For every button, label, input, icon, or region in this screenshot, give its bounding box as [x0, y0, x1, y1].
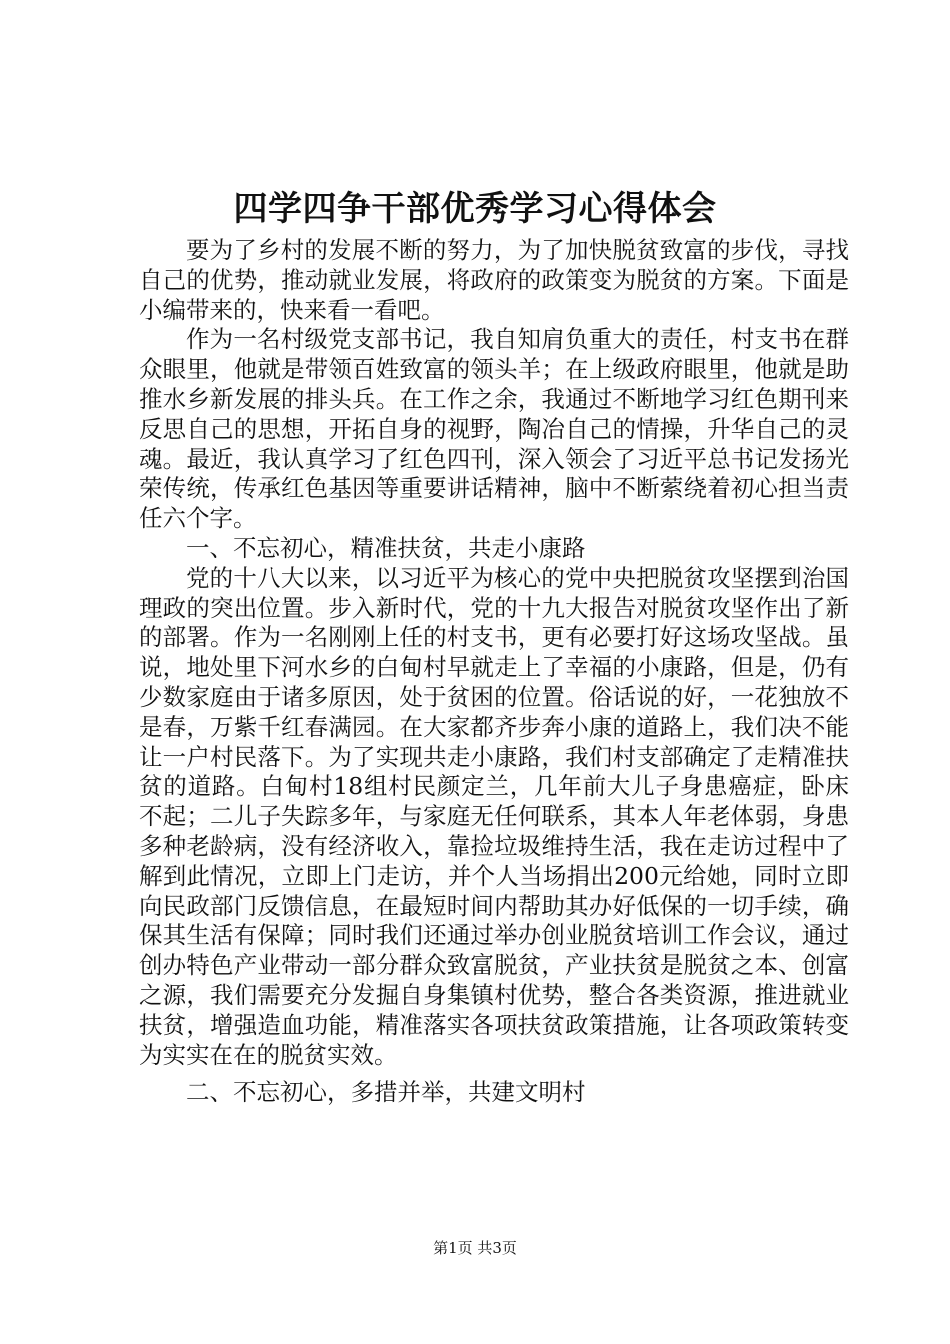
document-body [139, 236, 849, 1108]
paragraph-section-1: 党的十八大以来，以习近平为核心的党中央把脱贫攻坚摆到治国理政的突出位置。步入新时代，党的十九大报告对脱贫攻坚作出了新的部署。作为一名刚刚上任的村支书，更有必要打好这场攻坚战。虽说，地处里下河水乡的白甸村早就走上了幸福的小康路，但是，仍有少数家庭由于诸多原因，处于贫困的位置。俗话说的好，一花独放不是春，万紫千红春满园。在大家都齐步奔小康的道路上，我们决不能让一户村民落下。为了实现共走小康路，我们村支部确定了走精准扶贫的道路。白甸村18组村民颜定兰，几年前大儿子身患癌症，卧床不起；二儿子失踪多年，与家庭无任何联系，其本人年老体弱，身患多种老龄病，没有经济收入，靠捡垃圾维持生活，我在走访过程中了解到此情况，立即上门走访，并个人当场捐出200元给她，同时立即向民政部门反馈信息，在最短时间内帮助其办好低保的一切手续，确保其生活有保障；同时我们还通过举办创业脱贫培训工作会议，通过创办特色产业带动一部分群众致富脱贫，产业扶贫是脱贫之本、创富之源，我们需要充分发掘自身集镇村优势，整合各类资源，推进就业扶贫，增强造血功能，精准落实各项扶贫政策措施，让各项政策转变为实实在在的脱贫实效。 [139, 563, 849, 1069]
page-footer: 第1页 共3页 [433, 1239, 517, 1257]
paragraph-intro: 要为了乡村的发展不断的努力，为了加快脱贫致富的步伐，寻找自己的优势，推动就业发展，将政府的政策变为脱贫的方案。下面是小编带来的，快来看一看吧。 [139, 236, 849, 324]
paragraph-background: 作为一名村级党支部书记，我自知肩负重大的责任，村支书在群众眼里，他就是带领百姓致富的领头羊；在上级政府眼里，他就是助推水乡新发展的排头兵。在工作之余，我通过不断地学习红色期刊来反思自己的思想，开拓自身的视野，陶冶自己的情操，升华自己的灵魂。最近，我认真学习了红色四刊，深入领会了习近平总书记发扬光荣传统，传承红色基因等重要讲话精神，脑中不断萦绕着初心担当责任六个字。 [139, 325, 849, 533]
section-heading-2: 二、不忘初心，多措并举，共建文明村 [186, 1078, 586, 1107]
section-heading-1: 一、不忘初心，精准扶贫，共走小康路 [186, 533, 586, 562]
document-title: 四学四争干部优秀学习心得体会 [233, 189, 717, 229]
